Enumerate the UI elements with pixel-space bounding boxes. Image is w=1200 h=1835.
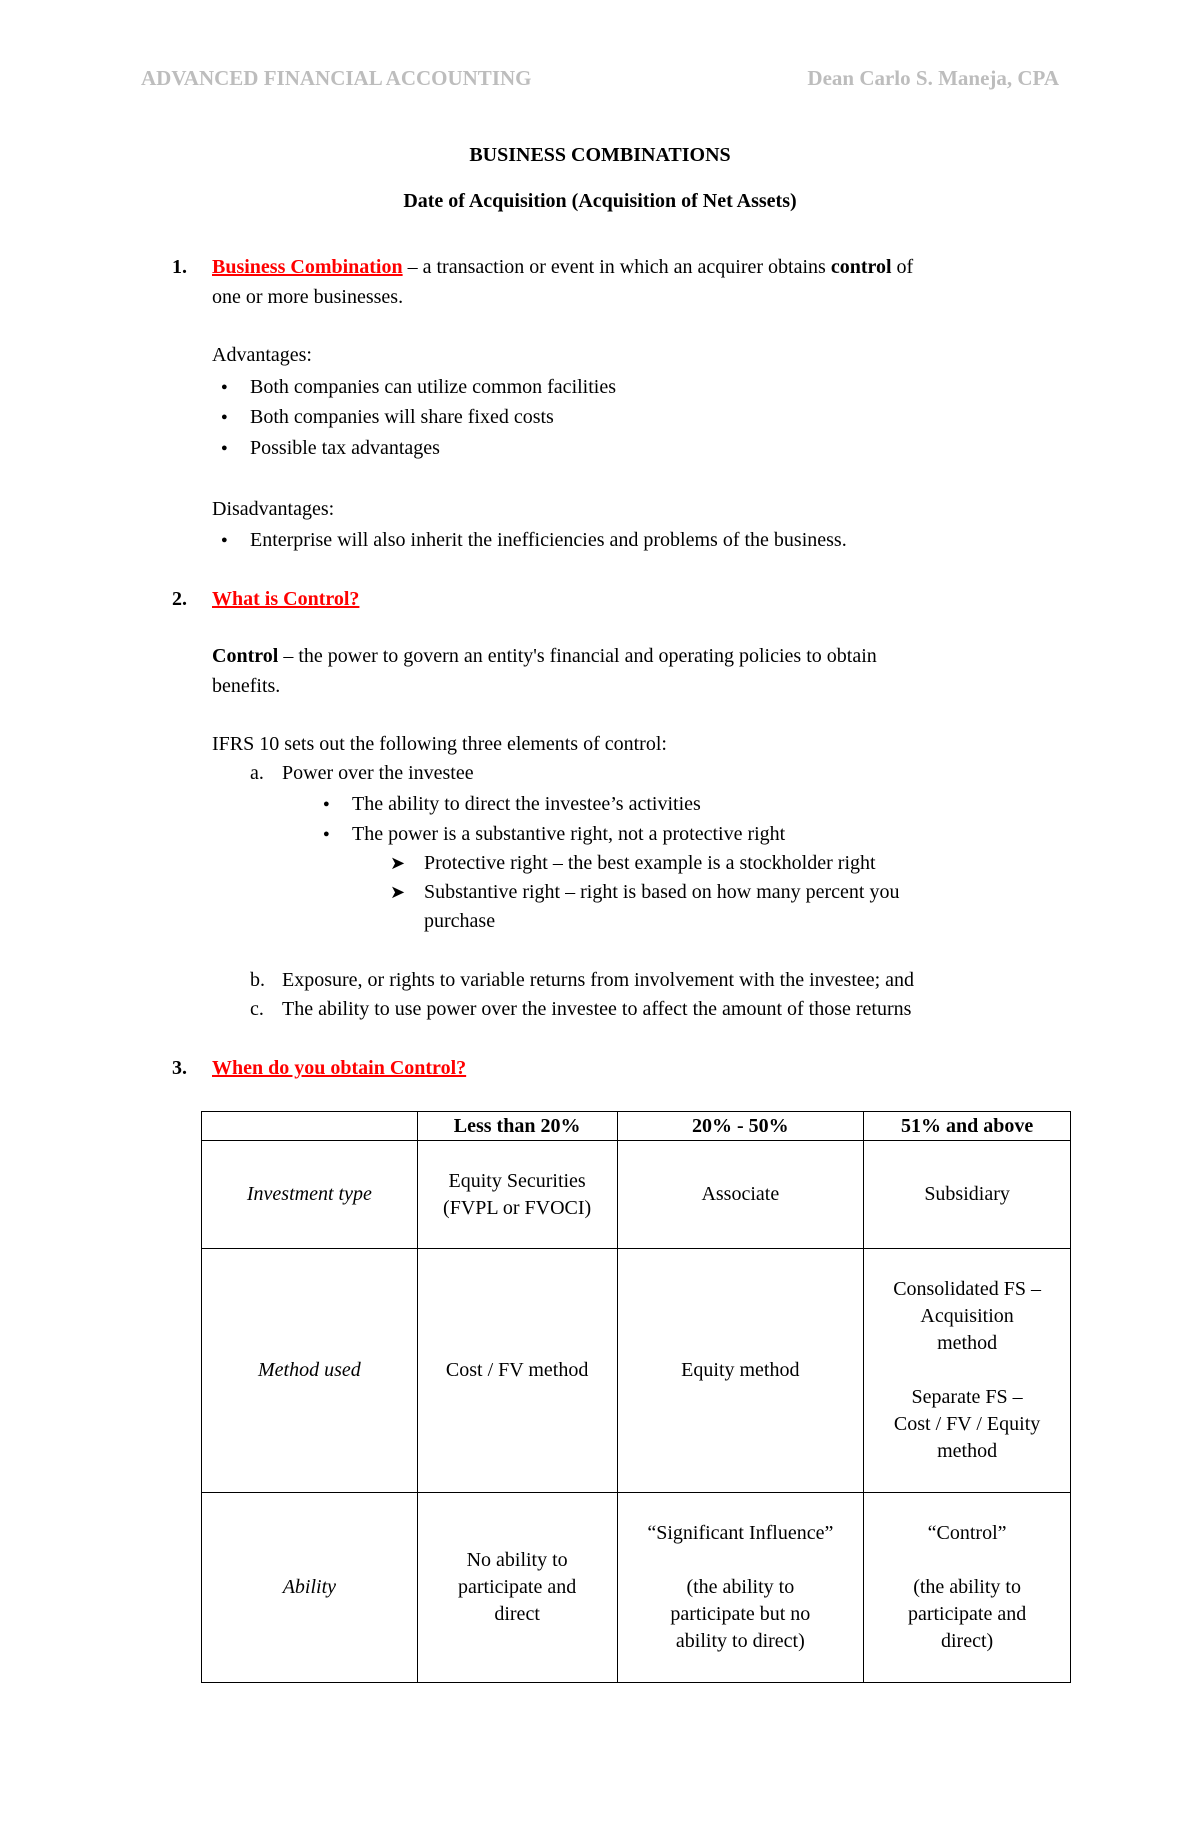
table-cell [864, 1249, 1071, 1493]
element-a-label: a. [250, 762, 264, 784]
table-cell: Equity method [617, 1249, 864, 1493]
cell-line: participate and [907, 1603, 1027, 1625]
cell-line: Cost / FV / Equity [893, 1413, 1041, 1435]
arrow-item-text-cont: purchase [424, 910, 496, 932]
table-cell: Subsidiary [864, 1141, 1071, 1249]
table-header-cell: 20% - 50% [617, 1112, 864, 1141]
table-cell: Cost / FV method [417, 1249, 617, 1493]
table-cell [864, 1493, 1071, 1683]
table-header-cell [202, 1112, 418, 1141]
section-3-heading: When do you obtain Control? [212, 1057, 467, 1079]
cell-line: Equity Securities [448, 1169, 586, 1192]
cell-line: “Significant Influence” [647, 1522, 834, 1544]
page-header [141, 66, 1059, 96]
element-c-text: The ability to use power over the investee to affect the amount of those returns [282, 998, 912, 1020]
cell-line: participate and [457, 1576, 577, 1598]
ifrs-intro: IFRS 10 sets out the following three elements of control: [212, 733, 667, 755]
cell-line: (FVPL or FVOCI) [443, 1196, 592, 1219]
row-label: Investment type [202, 1141, 418, 1249]
bullet-item: ● Enterprise will also inherit the inefficiencies and problems of the business. [250, 525, 847, 555]
bullet-item: ● The ability to direct the investee’s activities [352, 789, 701, 819]
control-def: – the power to govern an entity's financial and operating policies to obtain [278, 645, 877, 667]
definition-text: – a transaction or event in which an acquirer obtains [402, 256, 831, 278]
table-header-row [202, 1112, 1071, 1141]
control-bold: Control [212, 645, 279, 667]
cell-line: ability to direct) [675, 1630, 805, 1652]
course-title: ADVANCED FINANCIAL ACCOUNTING [141, 66, 532, 90]
disadvantages-label: Disadvantages: [212, 498, 335, 520]
row-label: Ability [202, 1493, 418, 1683]
document-subtitle: Date of Acquisition (Acquisition of Net Assets) [403, 190, 797, 212]
arrow-bullet-icon: ➤ [390, 882, 406, 902]
row-label: Method used [202, 1249, 418, 1493]
arrow-item-text: Substantive right – right is based on how many percent you [424, 881, 900, 903]
table-cell [617, 1493, 864, 1683]
cell-line: “Control” [927, 1522, 1007, 1544]
bullet-item: ● Both companies can utilize common facilities [250, 372, 616, 402]
element-a-text: Power over the investee [282, 762, 474, 784]
cell-line: Consolidated FS – [893, 1278, 1041, 1300]
cell-line: method [937, 1440, 998, 1462]
cell-line: method [937, 1332, 998, 1354]
advantages-label: Advantages: [212, 344, 312, 366]
cell-line: No ability to [466, 1549, 568, 1571]
control-table [201, 1111, 1071, 1683]
cell-line: participate but no [670, 1603, 811, 1625]
table-cell [417, 1493, 617, 1683]
section-1-heading: Business Combination [212, 256, 403, 278]
table-row [202, 1141, 1071, 1249]
control-definition-text [212, 641, 1072, 701]
table-row [202, 1493, 1071, 1683]
element-b-label: b. [250, 969, 265, 991]
arrow-item-text: Protective right – the best example is a stockholder right [424, 852, 876, 874]
control-def-line-2: benefits. [212, 675, 281, 697]
cell-line: Acquisition [920, 1305, 1014, 1327]
definition-text-end: of [891, 256, 914, 278]
table-cell [417, 1141, 617, 1249]
table-row [202, 1249, 1071, 1493]
cell-line: direct [494, 1603, 540, 1625]
author-name: Dean Carlo S. Maneja, CPA [807, 66, 1059, 90]
cell-line: direct) [941, 1630, 994, 1652]
element-b-text: Exposure, or rights to variable returns from involvement with the investee; and [282, 969, 915, 991]
bullet-item: ● Both companies will share fixed costs [250, 402, 554, 432]
table-header-cell: Less than 20% [417, 1112, 617, 1141]
section-3-number: 3. [172, 1057, 187, 1079]
bullet-item: ● The power is a substantive right, not a protective right [352, 819, 785, 849]
section-1-number: 1. [172, 256, 187, 278]
section-2-heading: What is Control? [212, 588, 360, 610]
bullet-item: ● Possible tax advantages [250, 433, 440, 463]
cell-line: Separate FS – [911, 1386, 1023, 1408]
section-2-number: 2. [172, 588, 187, 610]
section-1-definition [212, 252, 1072, 312]
definition-bold: control [830, 256, 892, 278]
cell-line: (the ability to [913, 1576, 1021, 1598]
table-cell: Associate [617, 1141, 864, 1249]
table-header-cell: 51% and above [864, 1112, 1071, 1141]
arrow-bullet-icon: ➤ [390, 853, 406, 873]
cell-line: (the ability to [686, 1576, 795, 1598]
document-title: BUSINESS COMBINATIONS [469, 144, 731, 166]
definition-line-2: one or more businesses. [212, 286, 404, 308]
element-c-label: c. [250, 998, 264, 1020]
